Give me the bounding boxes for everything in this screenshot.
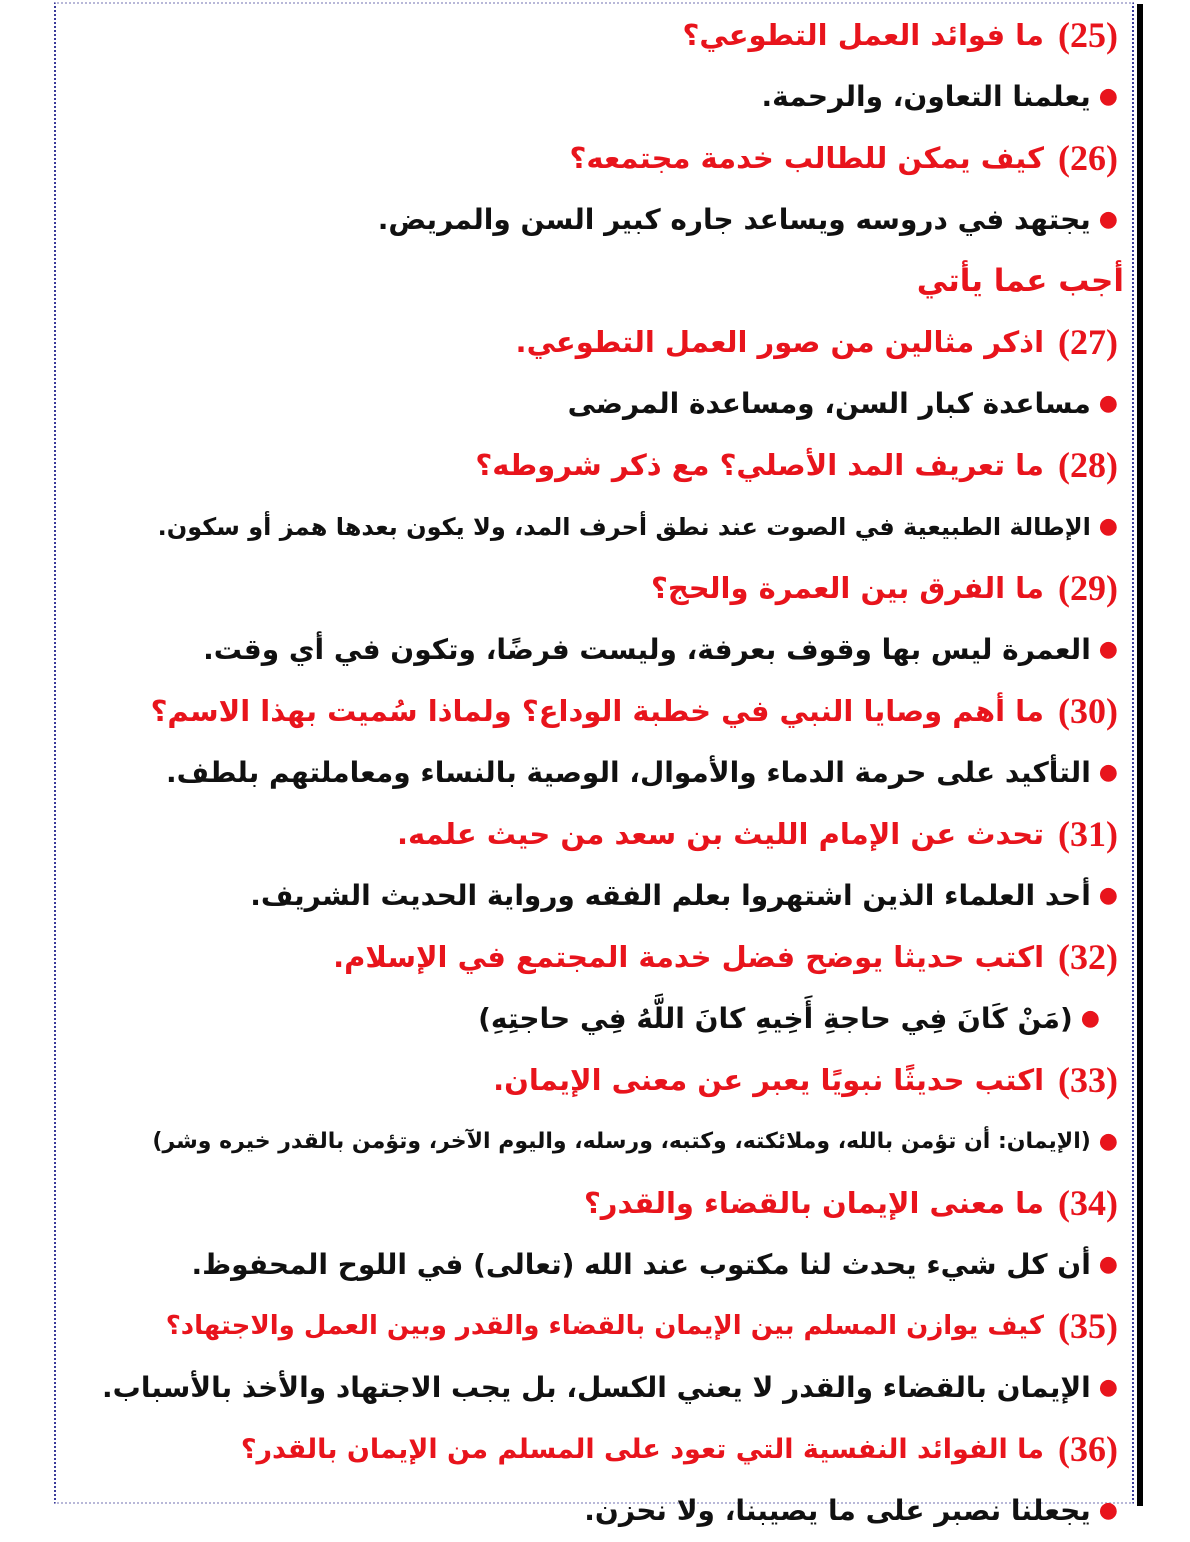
question-text: اكتب حديثا يوضح فضل خدمة المجتمع في الإسلام. <box>333 940 1045 975</box>
question-number: (28) <box>1058 445 1118 486</box>
bullet-icon: ● <box>1098 883 1118 909</box>
answer-35 <box>60 1357 1128 1419</box>
answer-text: التأكيد على حرمة الدماء والأموال، الوصية بالنساء ومعاملتهم بلطف. <box>166 756 1091 790</box>
answer-34 <box>60 1234 1128 1296</box>
question-text: تحدث عن الإمام الليث بن سعد من حيث علمه. <box>397 817 1045 852</box>
question-31 <box>60 804 1128 866</box>
question-text: كيف يوازن المسلم بين الإيمان بالقضاء والقدر وبين العمل والاجتهاد؟ <box>165 1311 1045 1342</box>
question-number: (30) <box>1058 691 1118 732</box>
question-number: (31) <box>1058 814 1118 855</box>
question-32 <box>60 927 1128 989</box>
question-text: اذكر مثالين من صور العمل التطوعي. <box>515 325 1045 360</box>
answer-text: يعلمنا التعاون، والرحمة. <box>761 79 1091 113</box>
question-number: (25) <box>1058 14 1118 55</box>
bullet-icon: ● <box>1098 760 1118 786</box>
question-34 <box>60 1173 1128 1235</box>
question-28 <box>60 435 1128 497</box>
answer-text: أن كل شيء يحدث لنا مكتوب عند الله (تعالى) في اللوح المحفوظ. <box>191 1248 1091 1282</box>
answer-32 <box>60 988 1128 1050</box>
question-text: كيف يمكن للطالب خدمة مجتمعه؟ <box>569 140 1045 175</box>
question-text: ما أهم وصايا النبي في خطبة الوداع؟ ولماذا سُميت بهذا الاسم؟ <box>150 694 1045 729</box>
answer-33 <box>60 1111 1128 1173</box>
question-36 <box>60 1419 1128 1481</box>
bullet-icon: ● <box>1098 1129 1118 1155</box>
answer-31 <box>60 865 1128 927</box>
question-25 <box>60 4 1128 66</box>
question-35 <box>60 1296 1128 1358</box>
question-number: (36) <box>1058 1429 1118 1470</box>
section-heading: أجب عما يأتي <box>916 262 1124 299</box>
worksheet-content <box>60 4 1128 1542</box>
answer-28 <box>60 496 1128 558</box>
answer-36 <box>60 1480 1128 1542</box>
answer-text: الإطالة الطبيعية في الصوت عند نطق أحرف المد، ولا يكون بعدها همز أو سكون. <box>157 512 1091 541</box>
question-number: (26) <box>1058 137 1118 178</box>
question-text: ما الفوائد النفسية التي تعود على المسلم من الإيمان بالقدر؟ <box>240 1433 1045 1465</box>
bullet-icon: ● <box>1098 391 1118 417</box>
question-number: (34) <box>1058 1183 1118 1224</box>
answer-text: مساعدة كبار السن، ومساعدة المرضى <box>567 387 1091 421</box>
question-26 <box>60 127 1128 189</box>
answer-26 <box>60 189 1128 251</box>
answer-text: أحد العلماء الذين اشتهروا بعلم الفقه ورواية الحديث الشريف. <box>250 879 1091 913</box>
question-text: ما الفرق بين العمرة والحج؟ <box>651 571 1045 606</box>
question-29 <box>60 558 1128 620</box>
question-33 <box>60 1050 1128 1112</box>
bullet-icon: ● <box>1080 1006 1100 1032</box>
answer-text: (مَنْ كَانَ فِي حاجةِ أَخِيهِ كانَ اللَّهُ فِي حاجتِهِ) <box>478 1002 1073 1036</box>
bullet-icon: ● <box>1098 514 1118 540</box>
bullet-icon: ● <box>1098 1498 1118 1524</box>
question-text: ما معنى الإيمان بالقضاء والقدر؟ <box>583 1186 1045 1221</box>
answer-25 <box>60 66 1128 128</box>
bullet-icon: ● <box>1098 637 1118 663</box>
question-number: (35) <box>1058 1306 1118 1347</box>
answer-30 <box>60 742 1128 804</box>
answer-text: الإيمان بالقضاء والقدر لا يعني الكسل، بل يجب الاجتهاد والأخذ بالأسباب. <box>102 1371 1091 1405</box>
question-text: اكتب حديثًا نبويًا يعبر عن معنى الإيمان. <box>493 1063 1045 1098</box>
answer-text: يجتهد في دروسه ويساعد جاره كبير السن والمريض. <box>377 202 1091 236</box>
question-text: ما فوائد العمل التطوعي؟ <box>682 17 1045 52</box>
right-edge-bar <box>1137 4 1143 1506</box>
question-27 <box>60 312 1128 374</box>
answer-29 <box>60 619 1128 681</box>
answer-text: العمرة ليس بها وقوف بعرفة، وليست فرضًا، وتكون في أي وقت. <box>203 633 1091 667</box>
bullet-icon: ● <box>1098 83 1118 109</box>
question-number: (29) <box>1058 568 1118 609</box>
question-number: (32) <box>1058 937 1118 978</box>
bullet-icon: ● <box>1098 1375 1118 1401</box>
answer-text: يجعلنا نصبر على ما يصيبنا، ولا نحزن. <box>584 1494 1091 1528</box>
answer-27 <box>60 373 1128 435</box>
question-number: (27) <box>1058 322 1118 363</box>
question-text: ما تعريف المد الأصلي؟ مع ذكر شروطه؟ <box>475 448 1045 483</box>
answer-text: (الإيمان: أن تؤمن بالله، وملائكته، وكتبه، ورسله، واليوم الآخر، وتؤمن بالقدر خيره وشر) <box>152 1129 1091 1155</box>
question-number: (33) <box>1058 1060 1118 1101</box>
bullet-icon: ● <box>1098 1252 1118 1278</box>
bullet-icon: ● <box>1098 206 1118 232</box>
question-30 <box>60 681 1128 743</box>
